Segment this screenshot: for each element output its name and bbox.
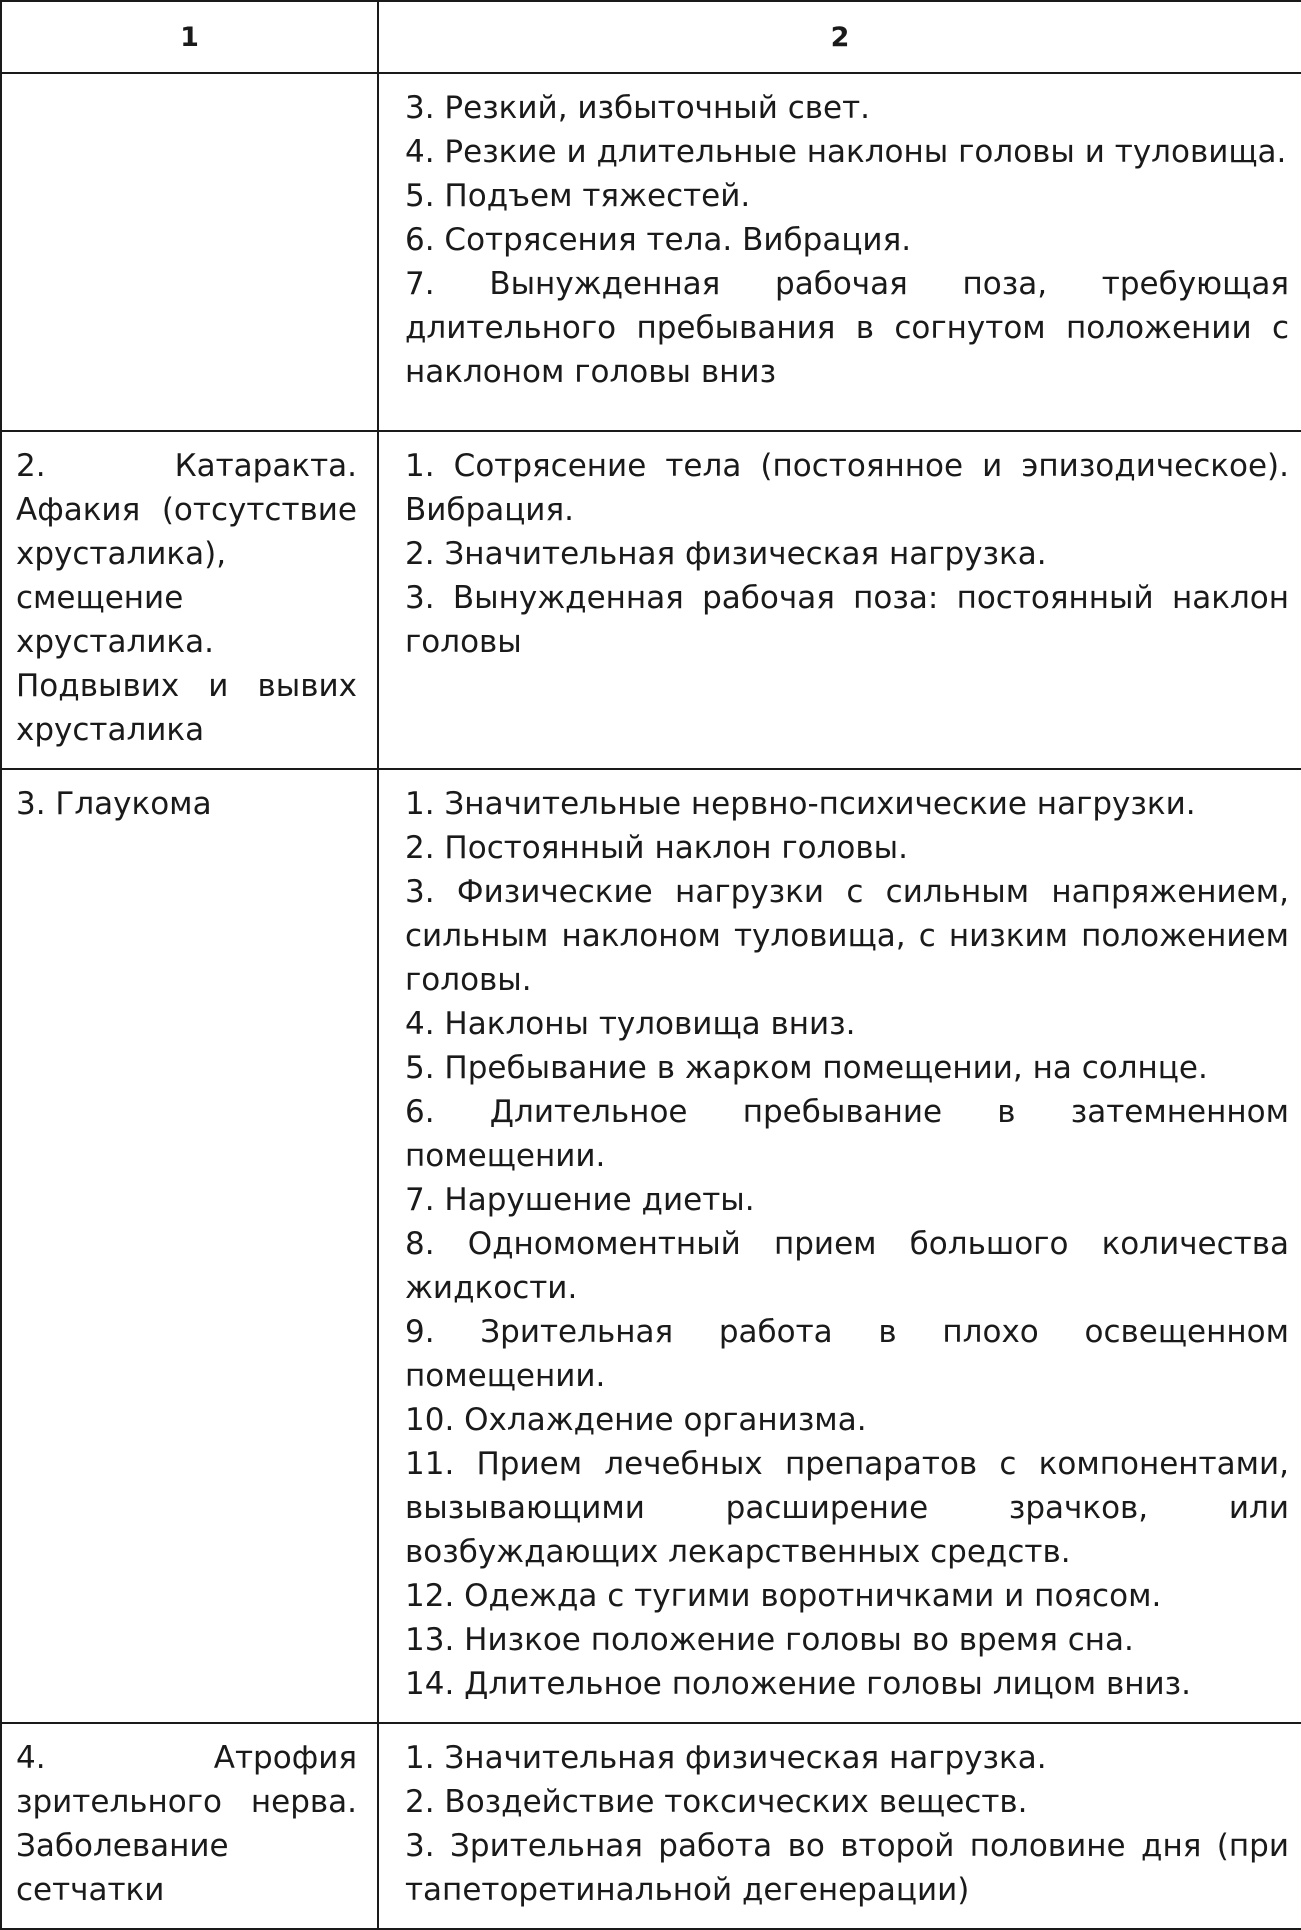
table-row: [1, 769, 1301, 1723]
factor-item: 1. Значительная физическая нагрузка.: [405, 1740, 1047, 1776]
factor-item: 8. Одномоментный прием большого количества жидкости.: [405, 1226, 1289, 1306]
factor-item: 2. Постоянный наклон головы.: [405, 830, 908, 866]
factor-item: 6. Длительное пребывание в затемненном помещении.: [405, 1094, 1289, 1174]
factor-item: 6. Сотрясения тела. Вибрация.: [405, 222, 912, 258]
table-header-row: [1, 1, 1301, 73]
factor-item: 12. Одежда с тугими воротничками и поясом.: [405, 1578, 1162, 1614]
factor-item: 7. Вынужденная рабочая поза, требующая длительного пребывания в согнутом положении с наклоном головы вниз: [405, 266, 1289, 390]
factor-item: 4. Наклоны туловища вниз.: [405, 1006, 856, 1042]
factor-item: 3. Зрительная работа во второй половине дня (при тапеторетинальной дегенерации): [405, 1828, 1289, 1908]
factor-item: 2. Значительная физическая нагрузка.: [405, 536, 1047, 572]
factor-item: 14. Длительное положение головы лицом вниз.: [405, 1666, 1191, 1702]
factor-item: 3. Вынужденная рабочая поза: постоянный наклон головы: [405, 580, 1289, 660]
table-row: [1, 431, 1301, 769]
disease-cell: [1, 73, 378, 431]
disease-cell: 4. Атрофия зрительного нерва. Заболевание сетчатки: [1, 1723, 378, 1929]
factor-item: 2. Воздействие токсических веществ.: [405, 1784, 1028, 1820]
table-row: [1, 73, 1301, 431]
factors-cell: [378, 431, 1301, 769]
factor-item: 11. Прием лечебных препаратов с компонентами, вызывающими расширение зрачков, или возбуждающих лекарственных средств.: [405, 1446, 1289, 1570]
factor-item: 7. Нарушение диеты.: [405, 1182, 755, 1218]
column-header-2: 2: [378, 1, 1301, 73]
factors-cell: [378, 1723, 1301, 1929]
factor-item: 9. Зрительная работа в плохо освещенном помещении.: [405, 1314, 1289, 1394]
factor-item: 5. Пребывание в жарком помещении, на солнце.: [405, 1050, 1208, 1086]
factor-item: 13. Низкое положение головы во время сна.: [405, 1622, 1134, 1658]
factor-item: 10. Охлаждение организма.: [405, 1402, 867, 1438]
factor-item: 3. Резкий, избыточный свет.: [405, 90, 871, 126]
factor-item: 5. Подъем тяжестей.: [405, 178, 751, 214]
factor-item: 1. Сотрясение тела (постоянное и эпизодическое). Вибрация.: [405, 448, 1289, 528]
factor-item: 1. Значительные нервно-психические нагрузки.: [405, 786, 1196, 822]
disease-cell: 2. Катаракта. Афакия (отсутствие хрусталика), смещение хрусталика. Подвывих и вывих хрусталика: [1, 431, 378, 769]
factors-cell: [378, 73, 1301, 431]
table-row: [1, 1723, 1301, 1929]
factor-item: 4. Резкие и длительные наклоны головы и туловища.: [405, 134, 1287, 170]
factor-item: 3. Физические нагрузки с сильным напряжением, сильным наклоном туловища, с низким положением головы.: [405, 874, 1289, 998]
column-header-1: 1: [1, 1, 378, 73]
factors-cell: [378, 769, 1301, 1723]
disease-cell: 3. Глаукома: [1, 769, 378, 1723]
